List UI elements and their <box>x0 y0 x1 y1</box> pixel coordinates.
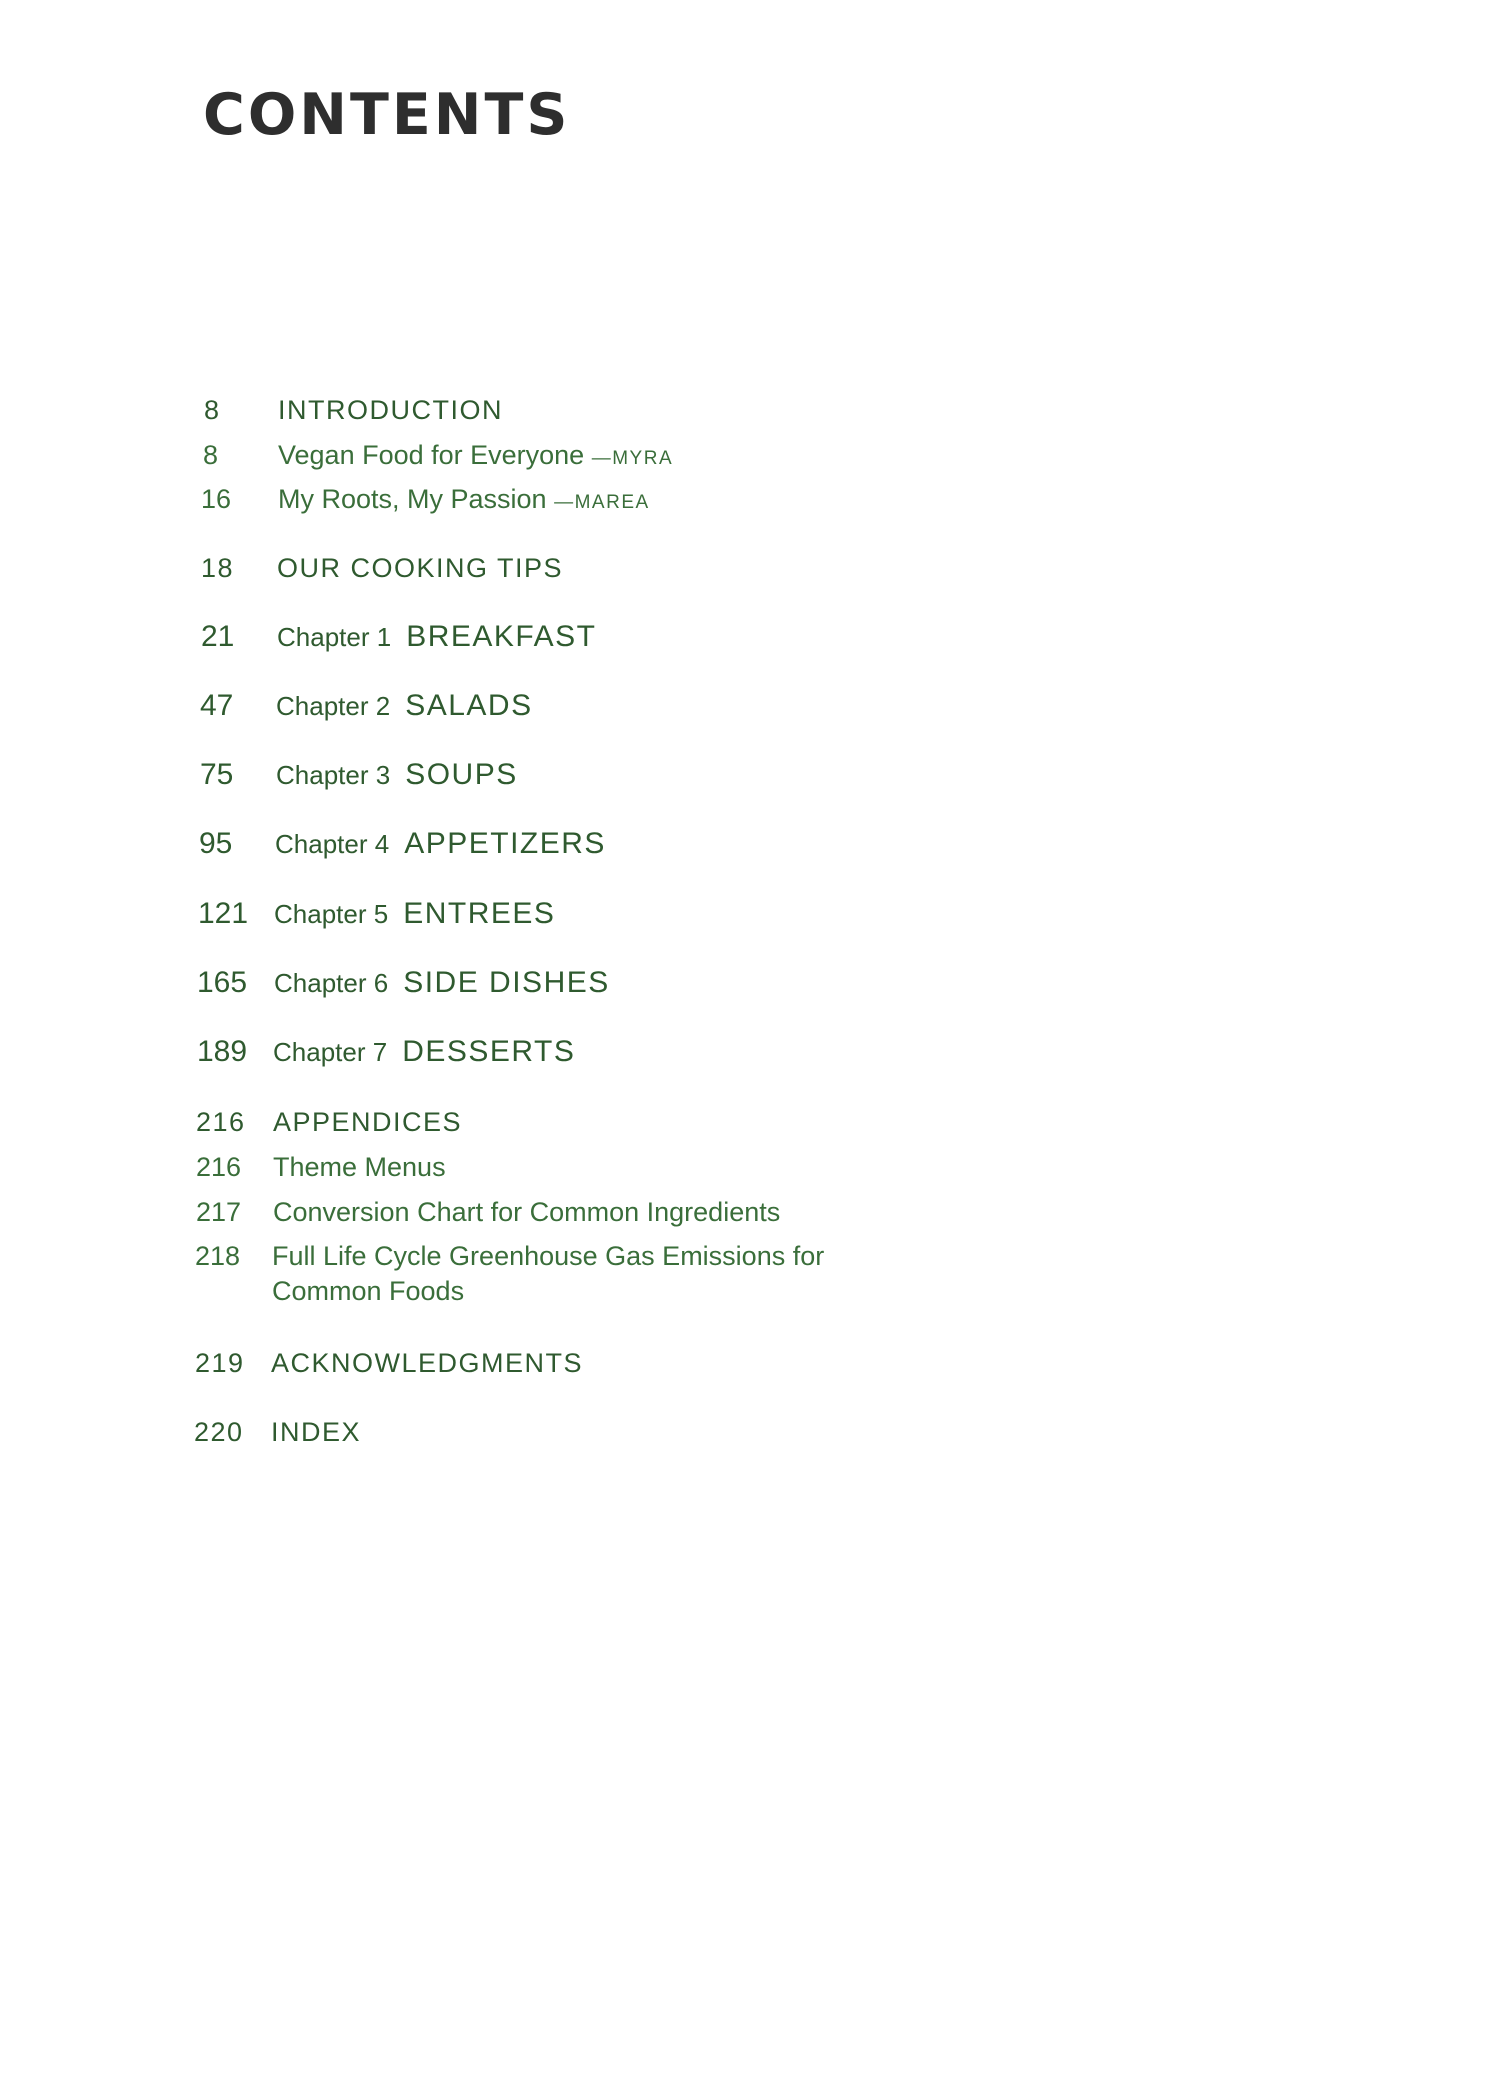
chapter-title: SIDE DISHES <box>403 966 610 999</box>
page-number: 47 <box>200 689 234 722</box>
page-number: 16 <box>201 484 232 514</box>
entry-author: —MAREA <box>554 492 650 513</box>
page-number: 217 <box>196 1197 242 1227</box>
entry-title: My Roots, My Passion <box>278 484 547 514</box>
entry-author: —MYRA <box>591 448 674 469</box>
chapter-label: Chapter 3 <box>276 760 391 790</box>
page-number: 189 <box>197 1035 248 1068</box>
page-title: CONTENTS <box>203 82 571 148</box>
page-number: 219 <box>195 1348 245 1378</box>
section-title: OUR COOKING TIPS <box>277 553 564 583</box>
section-title: APPENDICES <box>273 1107 463 1137</box>
page-number: 165 <box>197 966 248 999</box>
page-number: 121 <box>198 897 249 930</box>
chapter-title: SOUPS <box>405 758 518 791</box>
page-number: 218 <box>195 1241 241 1271</box>
chapter-label: Chapter 7 <box>273 1037 388 1067</box>
chapter-label: Chapter 2 <box>276 691 391 721</box>
page-number: 216 <box>196 1107 246 1137</box>
page-number: 95 <box>199 827 233 860</box>
page-number: 8 <box>204 395 221 425</box>
page-number: 216 <box>196 1152 242 1182</box>
entry-title: Full Life Cycle Greenhouse Gas Emissions for <box>272 1241 825 1271</box>
page-number: 220 <box>194 1417 244 1447</box>
section-title: ACKNOWLEDGMENTS <box>271 1348 584 1378</box>
page-number: 8 <box>203 440 219 470</box>
entry-title: Vegan Food for Everyone <box>278 440 585 470</box>
section-title: INTRODUCTION <box>278 395 503 425</box>
page-number: 18 <box>201 553 235 583</box>
entry-title-continued: Common Foods <box>272 1276 465 1306</box>
chapter-label: Chapter 5 <box>274 899 389 929</box>
chapter-title: SALADS <box>405 689 533 722</box>
chapter-title: APPETIZERS <box>404 827 606 860</box>
entry-title: Theme Menus <box>273 1152 446 1182</box>
chapter-title: DESSERTS <box>402 1035 576 1068</box>
chapter-label: Chapter 1 <box>277 622 392 652</box>
page-number: 21 <box>201 620 235 653</box>
entry-title: Conversion Chart for Common Ingredients <box>273 1197 781 1227</box>
chapter-title: ENTREES <box>403 897 556 930</box>
chapter-label: Chapter 4 <box>275 829 390 859</box>
chapter-label: Chapter 6 <box>274 968 389 998</box>
chapter-title: BREAKFAST <box>406 620 597 653</box>
section-title: INDEX <box>271 1417 362 1447</box>
page-number: 75 <box>200 758 234 791</box>
